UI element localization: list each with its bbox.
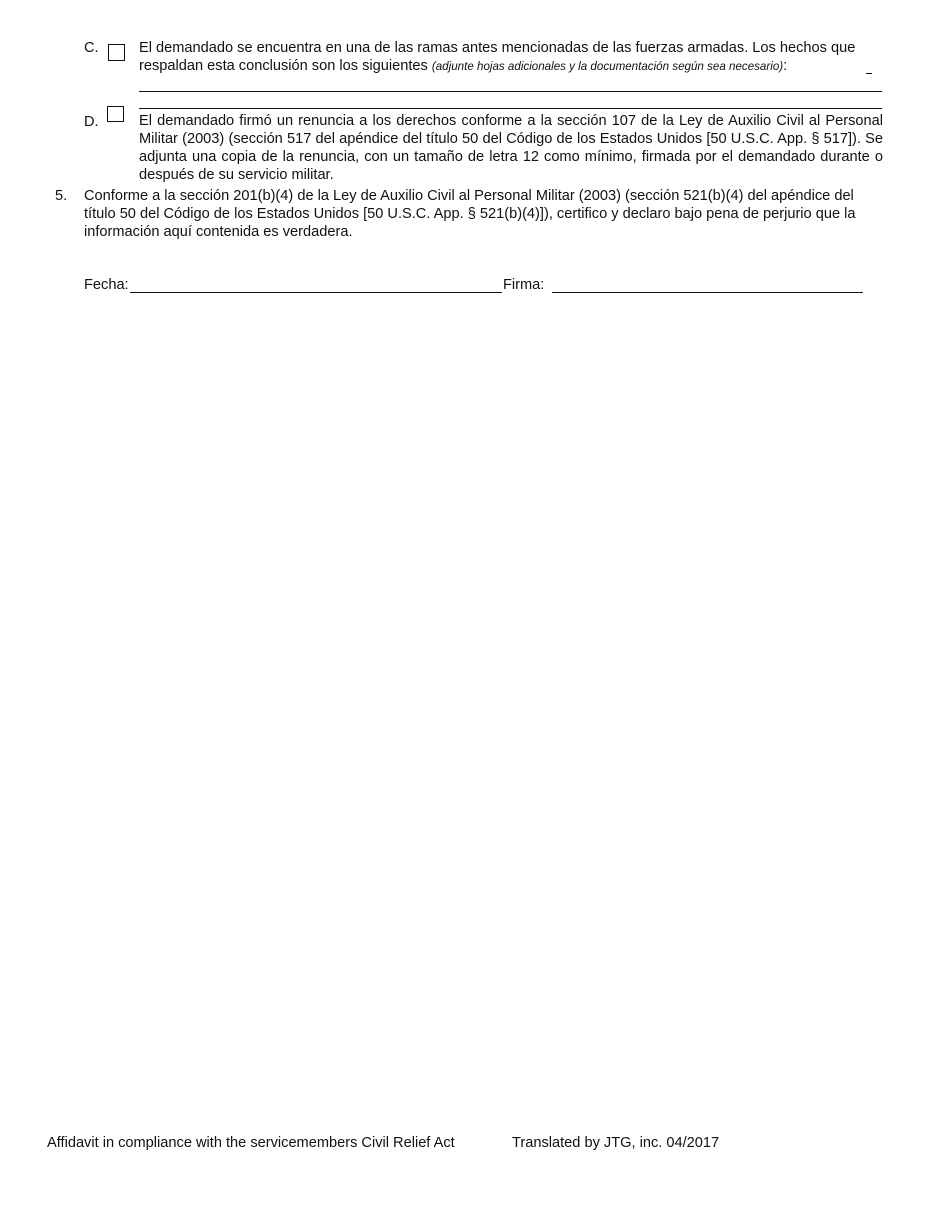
item-c-letter: C.: [84, 40, 99, 56]
signature-label: Firma:: [503, 277, 545, 293]
signature-field[interactable]: [552, 292, 863, 293]
date-label: Fecha:: [84, 277, 129, 293]
item-c-checkbox[interactable]: [108, 44, 125, 61]
footer-translation-note: Translated by JTG, inc. 04/2017: [512, 1135, 720, 1151]
item-d-letter: D.: [84, 114, 99, 130]
item-c-facts-line-2[interactable]: [139, 108, 882, 109]
date-field[interactable]: [130, 292, 502, 293]
item-c-text: [139, 39, 889, 76]
item-5-text: Conforme a la sección 201(b)(4) de la Ley de Auxilio Civil al Personal Militar (2003) (sección 521(b)(4) del apéndice del título 50 del Código de los Estados Unidos [50 U.S.C. App. § 521(b)(4)]), certifico y declaro bajo pena de perjurio que la información aquí contenida es verdadera.: [84, 188, 856, 240]
footer-form-title: Affidavit in compliance with the servicemembers Civil Relief Act: [47, 1135, 455, 1151]
item-c-colon: :: [783, 58, 788, 74]
item-5-number: 5.: [55, 188, 68, 204]
item-c-inline-blank[interactable]: [866, 73, 872, 74]
item-d-text: El demandado firmó un renuncia a los derechos conforme a la sección 107 de la Ley de Auxilio Civil al Personal Militar (2003) (sección 517 del apéndice del título 50 del Código de los Estados Unidos [50 U.S.C. App. § 517]). Se adjunta una copia de la renuncia, con un tamaño de letra 12 como mínimo, firmada por el demandado durante o después de su servicio militar.: [139, 113, 883, 183]
item-c-facts-line-1[interactable]: [139, 91, 882, 92]
item-c-statement: El demandado se encuentra en una de las ramas antes mencionadas de las fuerzas armadas. Los hechos que respaldan esta conclusión son los siguientes: [139, 40, 856, 74]
item-d-checkbox[interactable]: [107, 106, 124, 122]
item-c-note: (adjunte hojas adicionales y la documentación según sea necesario): [431, 60, 784, 73]
